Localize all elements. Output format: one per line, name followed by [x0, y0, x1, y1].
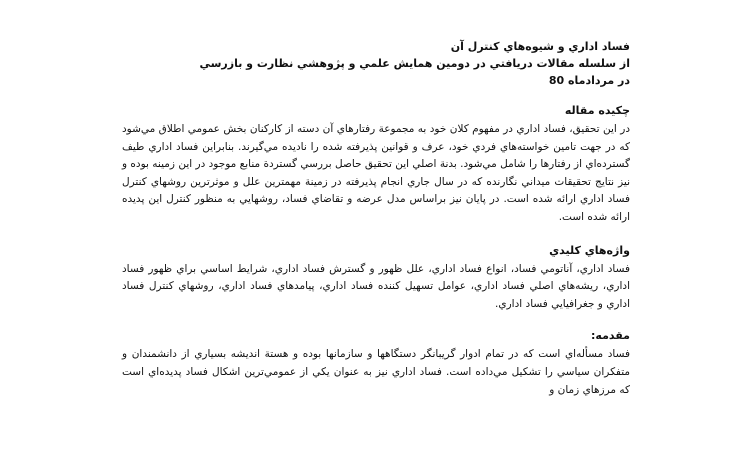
document-title — [122, 38, 630, 89]
title-line-date: در مردادماه 80 — [548, 74, 630, 87]
title-line-source: از سلسله مقالات دريافتي در دومين همايش علمي و پژوهشي نظارت و بازرسي — [199, 57, 630, 70]
abstract-body: در اين تحقيق، فساد اداري در مفهوم كلان خود به مجموعة رفتارهاي آن دسته از كاركنان بخش عمومي اطلاق مي‌شود كه در جهت تامين خواسته‌هاي فردي خود، عرف و قوانين پذيرفته شده را ناديده مي‌گيرند. بنابراين فساد اداري طيف گسترده‌اي از رفتارها را شامل مي‌شود. بدنة اصلي اين تحقيق حاصل بررسي گستردة منابع موجود در اين زمينه بوده و نيز نتايج تحقيقات ميداني نگارنده كه در سال جاري انجام پذيرفته در زمينة مهمترين علل و موثرترين روشهاي كنترل فساد اداري ارائه شده است. در پايان نيز براساس مدل عرضه و تقاضاي فساد، روشهايي به منظور كنترل اين پديده ارائه شده است. — [122, 123, 630, 223]
introduction-body: فساد مسأله‌اي است كه در تمام ادوار گريبانگر دستگاهها و سازمانها بوده و هستة انديشه بسياري از دانشمندان و متفكران سياسي را تشكيل مي‌داده است. فساد اداري نيز به عنوان يكي از عمومي‌ترين اشكال فساد پديده‌اي است كه مرزهاي زمان و — [122, 348, 630, 396]
keywords-body: فساد اداري، آناتومي فساد، انواع فساد اداري، علل ظهور و گسترش فساد اداري، شرايط اساسي براي ظهور فساد اداري، ريشه‌هاي اصلي فساد اداري، عوامل تسهيل كننده فساد اداري، پيامدهاي فساد اداري، روشهاي كنترل فساد اداري و جغرافيايي فساد اداري. — [122, 262, 630, 310]
title-line-main: فساد اداري و شيوه‌هاي كنترل آن — [450, 40, 630, 53]
document-content — [122, 38, 630, 399]
keywords-heading: واژه‌هاي كليدي — [549, 243, 630, 257]
introduction-heading: مقدمه: — [591, 329, 630, 343]
abstract-heading: چكيده مقاله — [564, 104, 630, 117]
